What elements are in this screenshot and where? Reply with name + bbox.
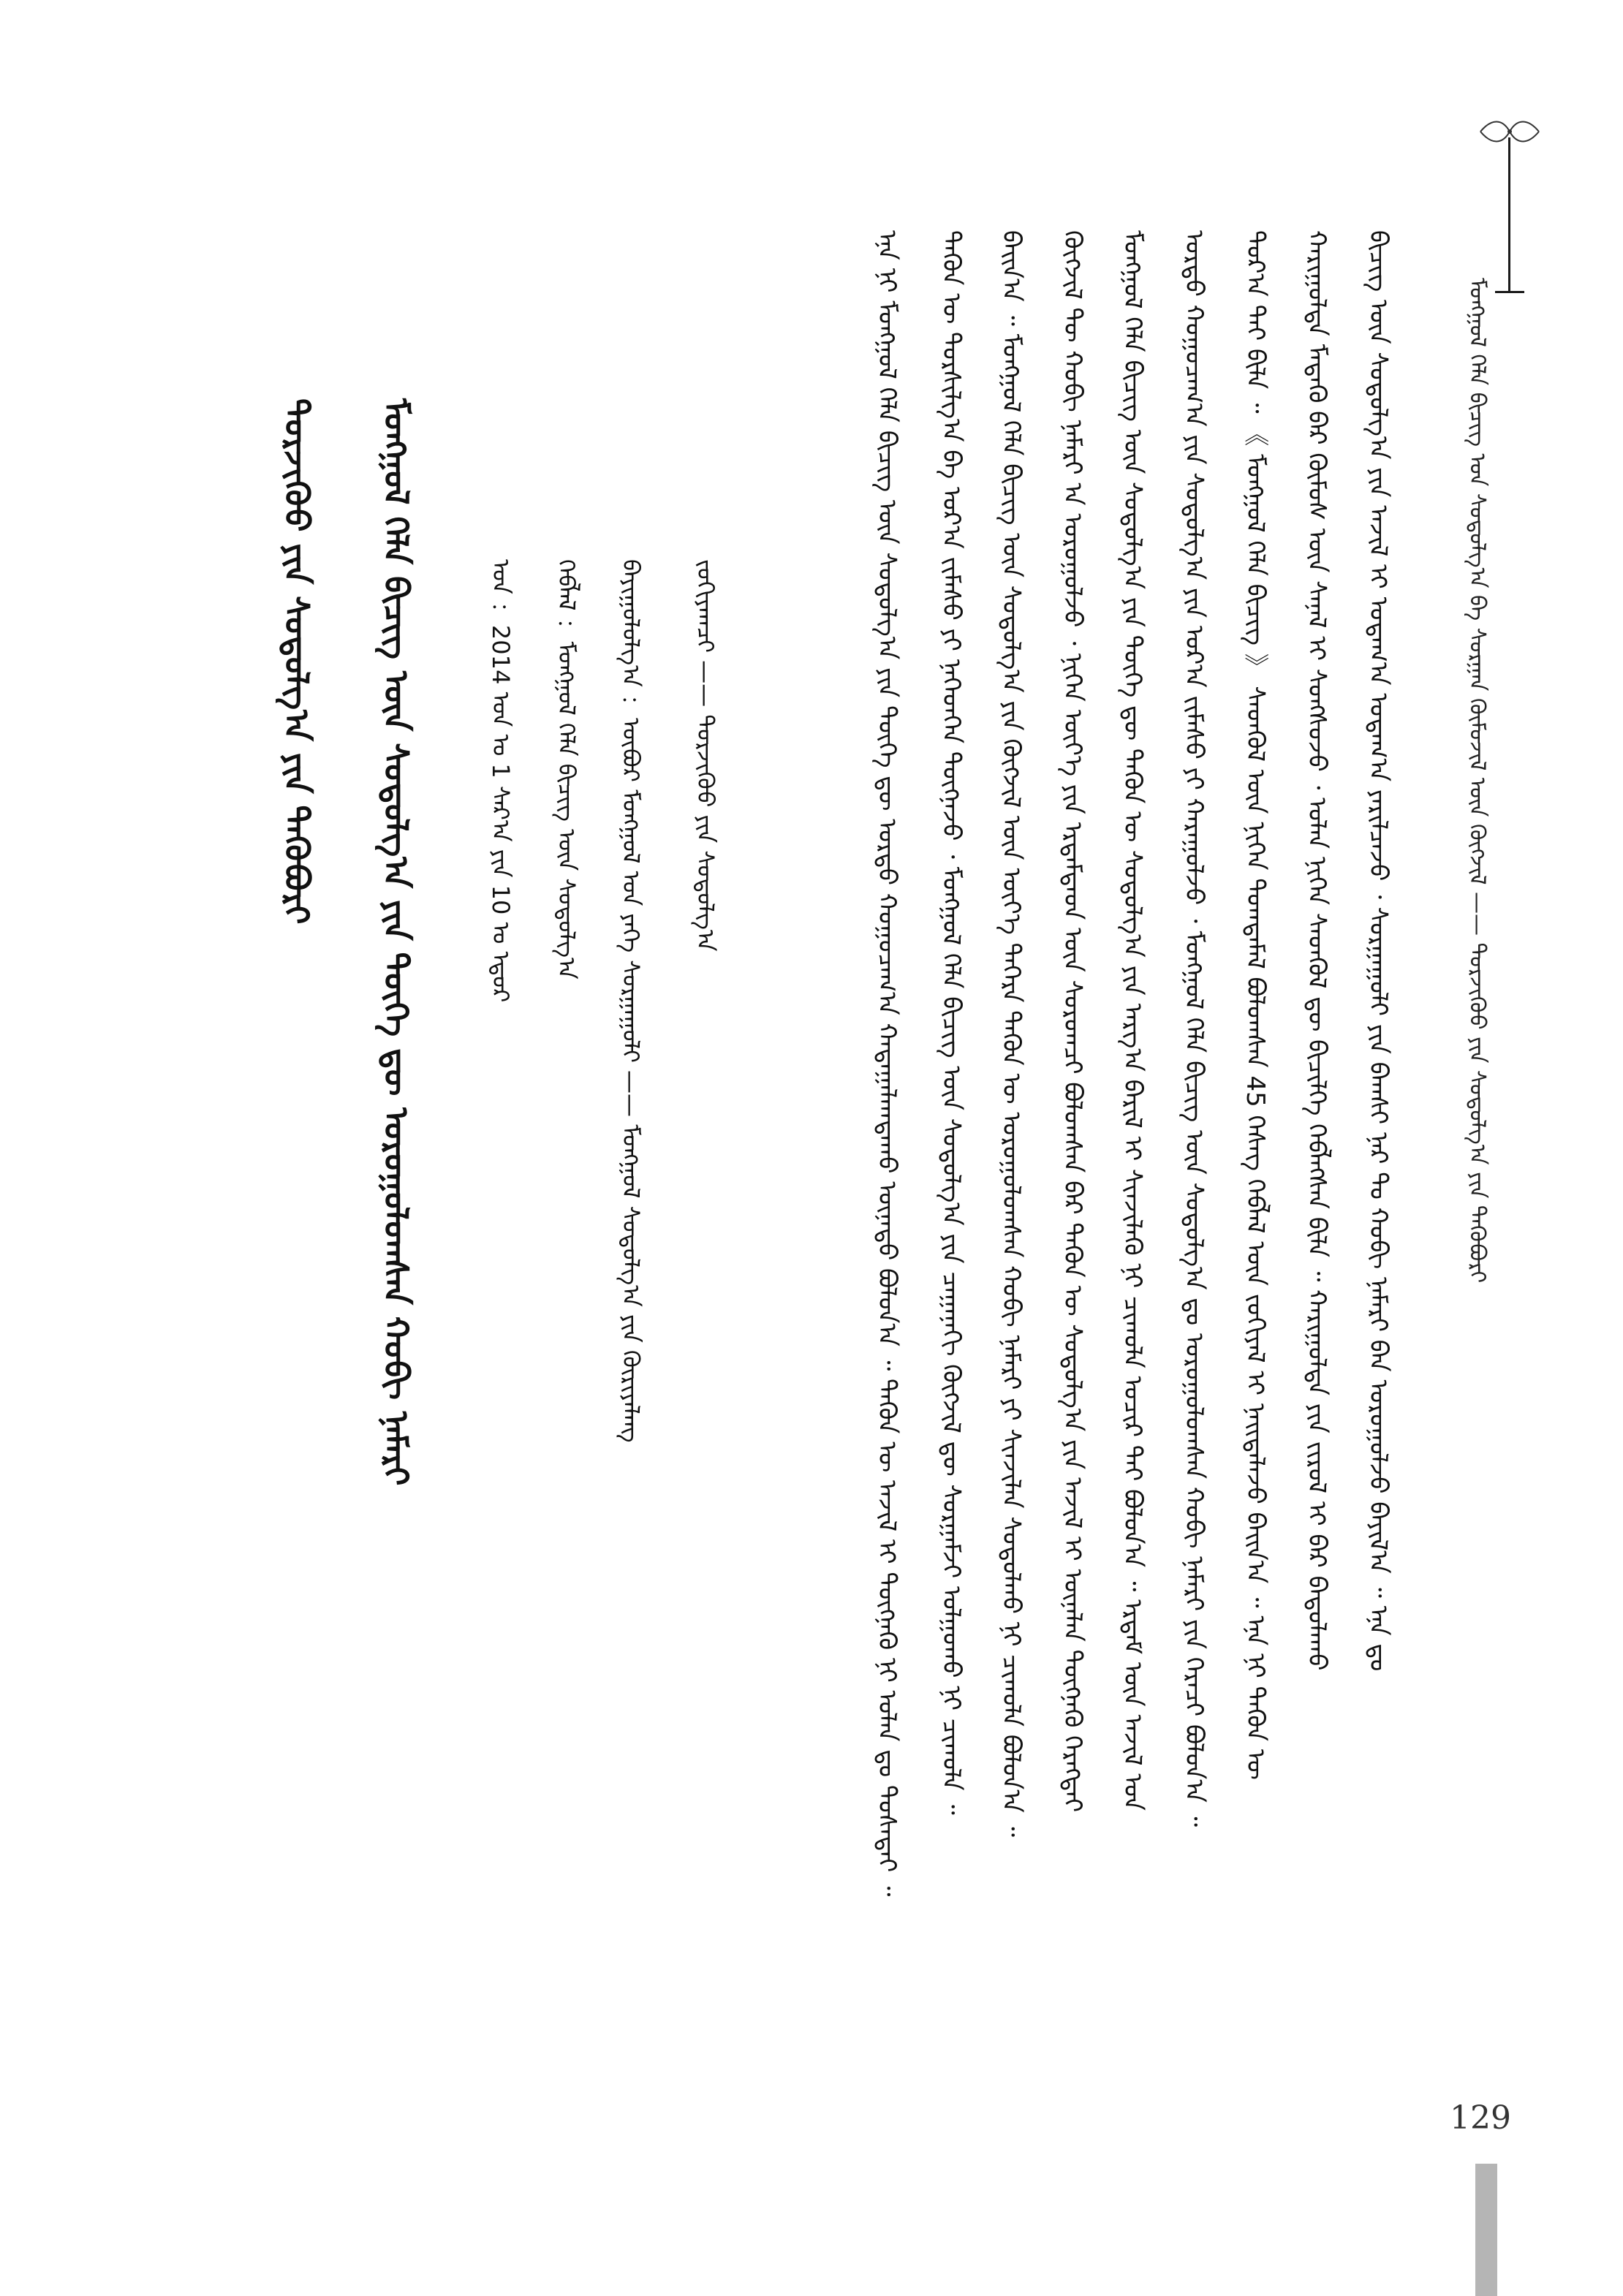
meta-line-category: ᠬᠡᠪᠯᠡᠯ ：ᠮᠣᠩᠭᠣᠯ ᠬᠡᠯᠡ ᠪᠢᠴᠢᠭ ᠦᠨ ᠰᠤᠳᠤᠯᠭ᠎ᠠ [553,559,580,980]
body-column: ᠲᠡᠭᠦᠨ ᠦ ᠲᠤᠷᠰᠢᠯᠭ᠎ᠠ ᠪᠠ ᠤᠷ᠎ᠠ ᠵᠢᠮᠡᠰᠦ ᠶᠢ ᠨᠡᠭᠡᠳᠭᠡᠨ ᠳᠦᠭᠨᠡᠵᠦ ᠂ ᠮᠣᠩᠭᠣᠯ ᠬᠡᠯᠡ ᠪᠢᠴᠢᠭ ᠦᠨ ᠰᠤᠳᠤᠯᠭ᠎ᠠ ᠶᠢᠨ ᠴᠠᠭᠠᠨᠠᠬᠢ ᠬᠥᠭᠵᠢᠯ ᠳᠦ ᠰᠤᠷᠭᠠᠮᠵᠢ ᠣᠯᠭᠤᠬᠤ ᠨᠢ ᠴᠢᠬᠤᠯᠠ ᠃ [937,230,966,1815]
meta-line-author: ᠵᠣᠬᠢᠶᠠᠭᠴᠢ —— ᠳᠣᠷᠵᠢᠬᠦᠦ ᠶᠢᠨ ᠰᠤᠳᠤᠯᠭ᠎ᠠ [692,559,719,952]
header-ornament-icon [1477,117,1543,146]
article-title-line-2: ᠳᠣᠷᠵᠢᠬᠦᠦ ᠶᠢᠨ ᠰᠤᠳᠤᠯᠭ᠎ᠠ ᠶᠢᠨ ᠲᠡᠭᠦᠪᠦᠷᠢ [277,398,317,925]
page-number: 129 [1450,2099,1511,2137]
body-column: ᠤᠷᠲᠤ ᠬᠤᠭᠤᠴᠠᠭ᠎ᠠ ᠶᠢᠨ ᠰᠤᠳᠤᠯᠭ᠎ᠠ ᠶᠢᠨ ᠤᠷ᠎ᠠ ᠵᠢᠮᠡᠰᠦ ᠶᠢ ᠬᠠᠷᠠᠭᠤᠯᠵᠤ ᠂ ᠮᠣᠩᠭᠣᠯ ᠬᠡᠯᠡ ᠪᠢᠴᠢᠭ ᠦᠨ ᠰᠤᠳᠤᠯᠭ᠎ᠠ ᠳᠤ ᠣᠷᠣᠭᠤᠯᠤᠭᠰᠠᠨ ᠬᠤᠪᠢ ᠨᠡᠮᠡᠷᠢ ᠶᠢᠨ ᠭᠡᠷᠡᠴᠢ ᠪᠣᠯᠤᠨ᠎ᠠ ᠃ [1179,230,1208,1827]
body-column: ᠪᠠᠢᠨ᠎ᠠ ᠃ ᠮᠣᠩᠭᠣᠯ ᠬᠡᠯᠡ ᠪᠢᠴᠢᠭ ᠦᠨ ᠰᠤᠳᠤᠯᠭ᠎ᠠ ᠶᠢᠨ ᠬᠥᠭᠵᠢᠯ ᠦᠨ ᠦᠶ᠎ᠡ ᠳᠡᠭᠡᠷᠡ ᠲᠡᠭᠦᠨ ᠦ ᠣᠷᠣᠭᠤᠯᠤᠭᠰᠠᠨ ᠬᠤᠪᠢ ᠨᠡᠮᠡᠷᠢ ᠶᠢ ᠰᠢᠨᠵᠢᠯᠡᠨ ᠰᠤᠳᠤᠯᠬᠤ ᠨᠢ ᠴᠢᠬᠤᠯᠠ ᠪᠣᠯᠤᠨ᠎ᠠ ᠃ [996,230,1026,1838]
body-column: ᠡᠨᠡ ᠨᠢ ᠮᠣᠩᠭᠣᠯ ᠬᠡᠯᠡ ᠪᠢᠴᠢᠭ ᠦᠨ ᠰᠤᠳᠤᠯᠭ᠎ᠠ ᠶᠢᠨ ᠲᠦᠬᠡ ᠳᠦ ᠤᠷᠲᠤ ᠬᠤᠭᠤᠴᠠᠭ᠎ᠠ ᠬᠠᠳᠠᠭᠠᠯᠠᠭᠳᠠᠬᠤ ᠦᠨᠡᠲᠦ ᠪᠣᠯᠤᠨ᠎ᠠ ᠃ ᠲᠡᠭᠦᠨ ᠦ ᠠᠵᠢᠯ ᠢ ᠳᠦᠭᠨᠡᠬᠦ ᠨᠢ ᠣᠯᠠᠨ ᠳᠤ ᠲᠤᠰᠠᠲᠠᠢ ᠃ [872,230,901,1897]
body-column: ᠮᠣᠩᠭᠣᠯ ᠬᠡᠯᠡ ᠪᠢᠴᠢᠭ ᠦᠨ ᠰᠤᠳᠤᠯᠭ᠎ᠠ ᠶᠢᠨ ᠲᠦᠬᠡ ᠳᠦ ᠲᠡᠭᠦᠨ ᠦ ᠰᠤᠳᠤᠯᠭ᠎ᠠ ᠶᠢᠨ ᠠᠷᠭ᠎ᠠ ᠪᠠᠷᠢᠯ ᠢ ᠰᠢᠨᠵᠢᠯᠡᠬᠦ ᠨᠢ ᠴᠢᠬᠤᠯᠠ ᠤᠴᠢᠷ ᠲᠠᠢ ᠪᠣᠯᠤᠨ᠎ᠠ ᠃ ᠡᠷᠳᠡᠮ ᠦᠨ ᠠᠵᠢᠯ ᠤᠨ [1118,230,1147,1811]
meta-line-date: ᠣᠨ ：2014 ᠣᠨ ᠤ 1 ᠰᠠᠷ᠎ᠠ ᠶᠢᠨ 10 ᠤ ᠡᠳᠦᠷ [487,559,515,1003]
article-title-line-1: ᠮᠣᠩᠭᠣᠯ ᠬᠡᠯᠡ ᠪᠢᠴᠢᠭ ᠦᠨ ᠰᠤᠳᠤᠯᠭ᠎ᠠ ᠶᠢᠨ ᠲᠦᠬᠡ ᠳᠦ ᠣᠷᠣᠭᠤᠯᠤᠭᠰᠠᠨ ᠬᠤᠪᠢ ᠨᠡᠮᠡᠷᠢ [377,398,416,1486]
header-rule-cap [1495,291,1524,293]
header-rule-vertical [1508,137,1510,291]
body-column: ᠳᠤᠷ᠎ᠠ ᠲᠠᠢ ᠪᠢᠯᠡ ᠃ 《 ᠮᠣᠩᠭᠣᠯ ᠬᠡᠯᠡ ᠪᠢᠴᠢᠭ 》 ᠰᠡᠳᠭᠦᠯ ᠦᠨ ᠨᠢᠭᠡᠨ ᠲᠣᠭᠲᠠᠮᠠᠯ ᠪᠣᠯᠤᠭᠰᠠᠨ 45 ᠬᠡᠰᠡᠭ ᠬᠡᠪᠯᠡᠯ ᠦᠨ ᠵᠣᠬᠢᠶᠠᠯ ᠢ ᠨᠡᠢᠲᠡᠯᠡᠵᠦ ᠪᠠᠢᠨ᠎ᠠ ᠃ ᠡᠨᠡ ᠨᠢ ᠲᠡᠭᠦᠨ ᠦ [1241,230,1270,1780]
thumb-tab [1475,2164,1497,2296]
running-head-title: ᠮᠣᠩᠭᠣᠯ ᠬᠡᠯᠡ ᠪᠢᠴᠢᠭ᠌ ᠤᠨ ᠰᠤᠳᠤᠯᠭ᠎ᠠ ᠪᠠ ᠰᠤᠷᠭᠠᠨ ᠬᠦᠮᠦᠵᠢᠯ ᠦᠨ ᠬᠥᠭᠵᠢᠯ —— ᠳᠣᠷᠵᠢᠬᠦᠦ ᠶᠢᠨ ᠰᠤᠳᠤᠯᠭ᠎ᠠ ᠶᠢᠨ ᠲᠡᠭᠦᠪᠦᠷᠢ [1464,278,1490,1284]
body-column: ᠪᠢᠴᠢᠭ ᠦᠨ ᠰᠤᠳᠤᠯᠭ᠎ᠠ ᠶᠢᠨ ᠠᠵᠢᠯ ᠢ ᠤᠳᠠᠭ᠎ᠠ ᠤᠳᠠᠭ᠎ᠠ ᠶᠠᠷᠢᠯᠴᠠᠵᠤ ᠂ ᠰᠤᠷᠭᠠᠭᠤᠯᠢ ᠶᠢᠨ ᠪᠠᠭᠰᠢ ᠨᠠᠷ ᠲᠤ ᠬᠤᠪᠢ ᠨᠡᠮᠡᠷᠢ ᠪᠡᠨ ᠣᠷᠣᠭᠤᠯᠵᠤ ᠪᠠᠶᠢᠯ᠎ᠠ ᠃ ᠡᠨᠡ ᠳᠤ [1363,230,1393,1672]
body-column: ᠬᠠᠷᠢᠭᠤᠯᠲᠠ ᠮᠡᠳᠡᠬᠦ ᠪᠡᠷ ᠬᠦᠮᠦᠰ ᠦᠨ ᠰᠠᠨᠠᠯ ᠢ ᠰᠣᠩᠰᠣᠵᠤ ᠂ ᠣᠯᠠᠨ ᠨᠢᠭᠡᠨ ᠰᠡᠳᠭᠦᠯ ᠳᠦ ᠪᠢᠴᠢᠯᠭᠡ ᠬᠡᠪᠯᠡᠭᠰᠡᠨ ᠪᠢᠯᠡ ᠃ ᠬᠠᠷᠢᠭᠤᠯᠲᠠ ᠶᠢᠨ ᠵᠢᠷᠤᠯ ᠢ ᠪᠠᠷ ᠪᠠᠳᠤᠯᠠᠬᠤ [1302,230,1331,1671]
meta-line-institution: ᠪᠠᠶᠢᠭᠤᠯᠤᠯᠭ᠎ᠠ ：ᠦᠪᠦᠷ ᠮᠣᠩᠭᠣᠯ ᠤᠨ ᠶᠡᠬᠡ ᠰᠤᠷᠭᠠᠭᠤᠯᠢ —— ᠮᠣᠩᠭᠣᠯ ᠰᠤᠳᠤᠯᠭ᠎ᠠ ᠶᠢᠨ ᠬᠦᠷᠢᠶᠡᠯᠡᠩ [617,559,645,1443]
body-column: ᠬᠥᠭᠵᠢᠯ ᠲᠦ ᠬᠤᠪᠢ ᠨᠡᠮᠡᠷᠢ ᠡᠨ ᠣᠷᠣᠭᠤᠯᠵᠤ ᠂ ᠨᠢᠭᠡᠨ ᠦᠶ᠎ᠡ ᠶᠢᠨ ᠡᠷᠳᠡᠮᠲᠡᠳ ᠦᠨ ᠰᠤᠷᠤᠭᠴᠢ ᠪᠣᠯᠤᠭᠰᠠᠨ ᠪᠡᠷ ᠲᠡᠭᠦᠨ ᠦ ᠰᠤᠳᠤᠯᠭ᠎ᠠ ᠶᠢᠨ ᠠᠵᠢᠯ ᠢ ᠦᠨᠡᠯᠡᠨ ᠳᠦᠭᠨᠡᠬᠦ ᠬᠡᠷᠡᠭᠲᠡᠢ [1058,230,1087,1813]
